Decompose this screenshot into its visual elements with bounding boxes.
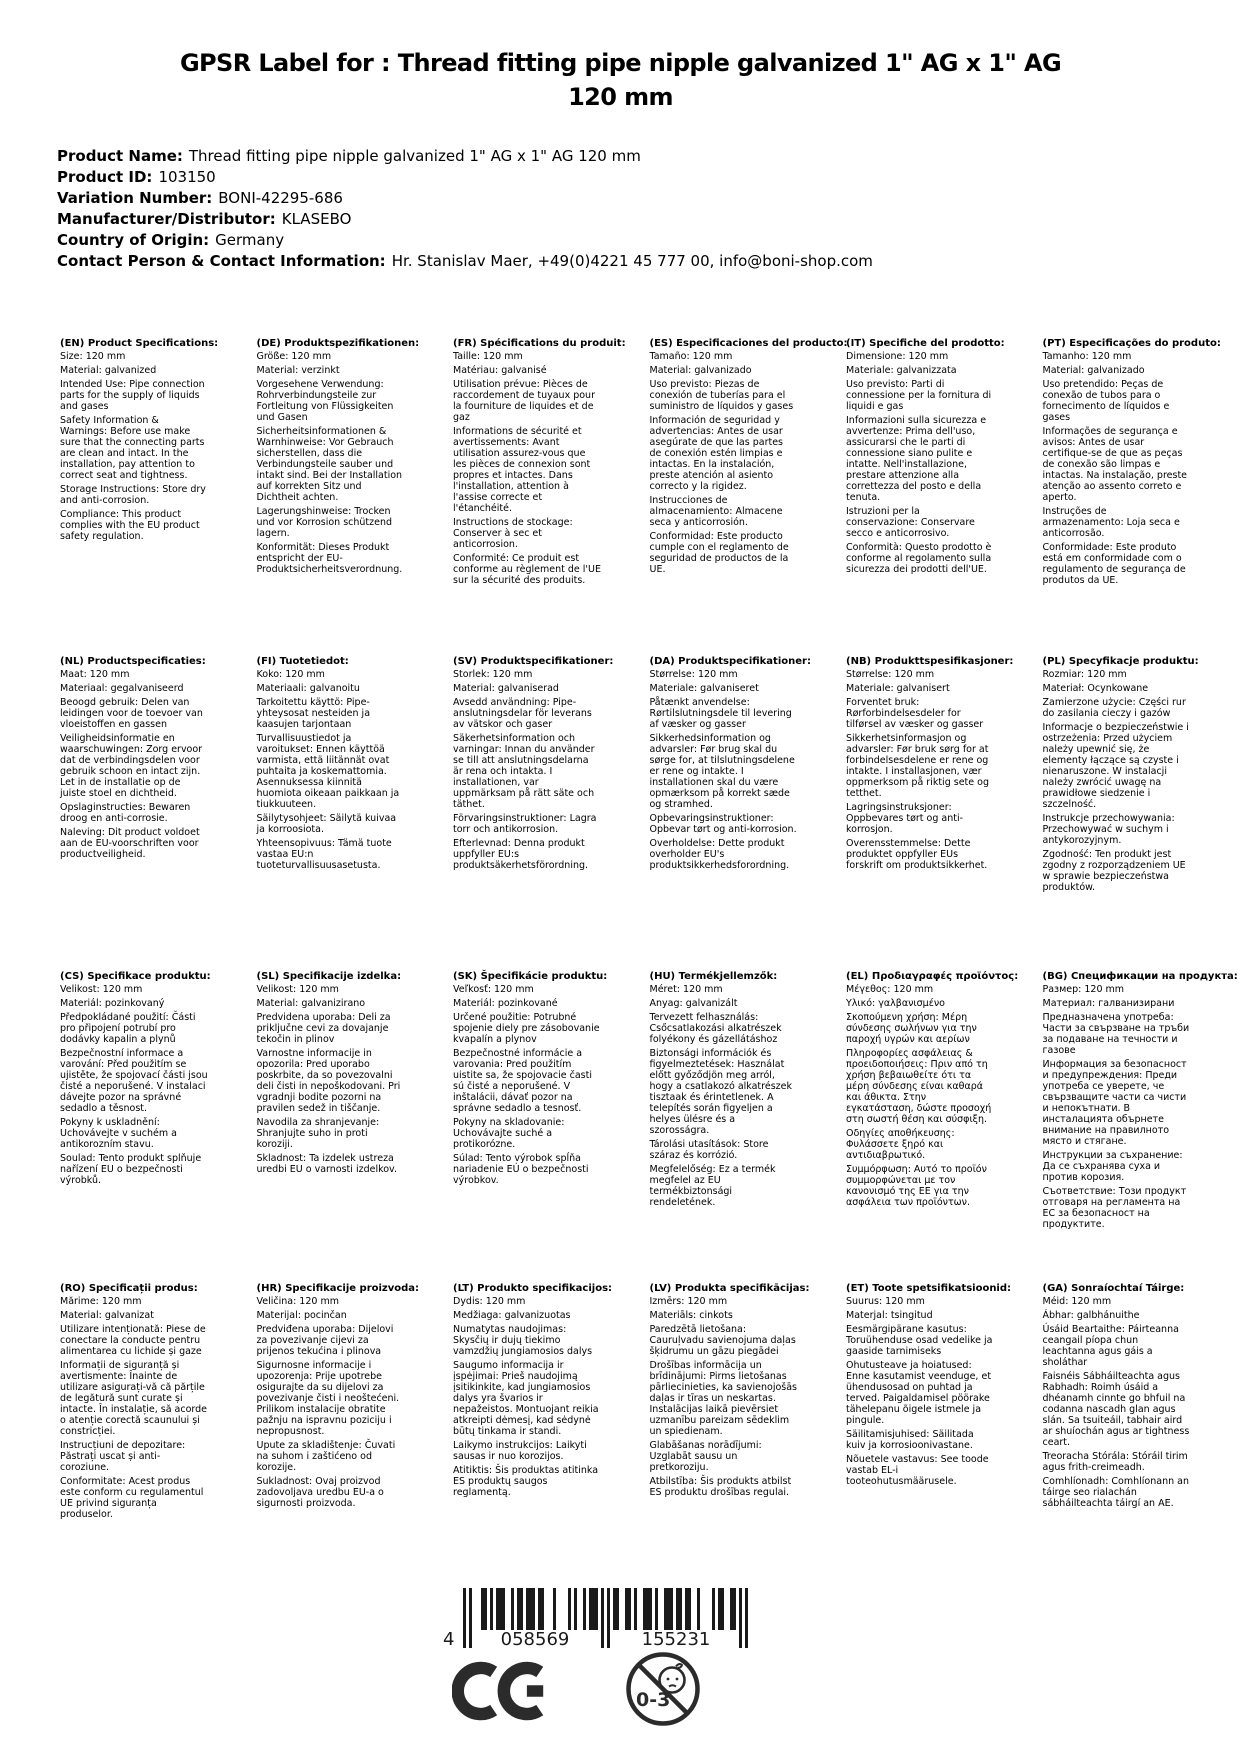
language-block-lt [453, 1283, 613, 1501]
language-block-fr [453, 338, 626, 589]
language-block-line: Matériau: galvanisé [453, 365, 547, 376]
language-block-line: Předpokládané použití: Části pro připojení potrubí pro dodávky kapalin a plynů [60, 1012, 196, 1045]
language-block-line: Σκοπούμενη χρήση: Μέρη σύνδεσης σωλήνων για την παροχή υγρών και αερίων [846, 1012, 977, 1045]
age-warning-0-3-icon [624, 1650, 702, 1732]
language-block-line: Uso previsto: Parti di connessione per la fornitura di liquidi e gas [846, 379, 992, 412]
language-block-line: Sigurnosne informacije i upozorenja: Prije upotrebe osigurajte da su dijelovi za povezivanje čisti i neoštećeni. Prilikom instalacije obratite pažnju na ispravnu poziciju i nepropusnost. [256, 1360, 400, 1437]
language-block-line: Πληροφορίες ασφάλειας & προειδοποιήσεις: Πριν από τη χρήση βεβαιωθείτε ότι τα μέρη σύνδεσης είναι καθαρά και άθικτα. Στην εγκατάσταση, δώστε προσοχή στη σωστή θέση και σύσφιξη. [846, 1048, 992, 1125]
language-block-line: Koko: 120 mm [256, 669, 325, 680]
country-of-origin-label: Country of Origin: [57, 231, 210, 249]
language-block-pt [1042, 338, 1221, 589]
language-block-line: Opslaginstructies: Bewaren droog en anti-corrosie. [60, 802, 191, 824]
language-block-line: Zamierzone użycie: Części rur do zasilania cieczy i gazów [1042, 697, 1186, 719]
language-block-line: Sikkerhetsinformasjon og advarsler: Før bruk sørg for at forbindelsesdelene er rene og intakte. I installasjonen, vær oppmerksom på riktig sete og tetthet. [846, 733, 989, 799]
language-block-line: Compliance: This product complies with the EU product safety regulation. [60, 509, 200, 542]
language-block-line: Soulad: Tento produkt splňuje nařízení EU o bezpečnosti výrobků. [60, 1153, 202, 1186]
language-block-sk [453, 971, 608, 1189]
language-block-header: (FI) Tuotetiedot: [256, 656, 349, 667]
language-block-line: Materiál: pozinkované [453, 998, 558, 1009]
language-block-line: Určené použitie: Potrubné spojenie diely pre zásobovanie kvapalín a plynov [453, 1012, 600, 1045]
barcode-left-group: 058569 [500, 1629, 570, 1650]
language-block-header: (SK) Špecifikácie produktu: [453, 971, 608, 982]
language-block-line: Turvallisuustiedot ja varoitukset: Ennen käyttöä varmista, että liitännät ovat puhtaita ja koskemattomia. Asennuksessa kiinnitä huomiota oikeaan paikkaan ja tiukkuuteen. [256, 733, 400, 810]
contact-value: Hr. Stanislav Maer, +49(0)4221 45 777 00, info@boni-shop.com [391, 252, 873, 270]
barcode-first-digit: 4 [443, 1629, 455, 1650]
language-block-line: Storlek: 120 mm [453, 669, 533, 680]
language-row-4 [60, 1283, 1239, 1523]
language-block-line: Bezpečnostné informácie a varovania: Pred použitím uistite sa, že spojovacie časti sú čisté a neporušené. V inštalácii, dávať pozor na správne sedadlo a tesnosť. [453, 1048, 592, 1114]
language-block-line: Материал: галванизирани [1042, 998, 1175, 1009]
language-block-nb [846, 656, 1014, 874]
language-block-line: Material: verzinkt [256, 365, 340, 376]
language-block-line: Conformitate: Acest produs este conform cu regulamentul UE privind siguranța produselor. [60, 1476, 204, 1520]
language-block-lv [649, 1283, 810, 1501]
language-block-line: Utilisation prévue: Pièces de raccordement de tuyaux pour la fourniture de liquides et de gaz [453, 379, 595, 423]
language-block-line: Instruções de armazenamento: Loja seca e anticorrosão. [1042, 506, 1180, 539]
language-block-line: Tárolási utasítások: Store száraz és korrózió. [649, 1139, 769, 1161]
product-name-label: Product Name: [57, 147, 183, 165]
language-block-line: Materiaal: gegalvaniseerd [60, 683, 184, 694]
language-block-hr [256, 1283, 420, 1512]
language-block-line: Informacje o bezpieczeństwie i ostrzeżenia: Przed użyciem należy upewnić się, że elementy łączące są czyste i nienaruszone. W instalacji należy zwrócić uwagę na prawidłowe siedzenie i szczelność. [1042, 722, 1189, 810]
language-block-line: Upute za skladištenje: Čuvati na suhom i zaštićeno od korozije. [256, 1440, 396, 1473]
product-info-section [57, 146, 1201, 272]
language-block-header: (LT) Produkto specifikacijos: [453, 1283, 613, 1294]
language-block-line: Informações de segurança e avisos: Antes de usar certifique-se de que as peças de conexão são limpas e intactas. Na instalação, preste atenção ao assento correto e aperto. [1042, 426, 1188, 503]
language-block-line: Izmērs: 120 mm [649, 1296, 728, 1307]
language-block-line: Υλικό: γαλβανισμένο [846, 998, 945, 1009]
language-block-header: (RO) Specificații produs: [60, 1283, 198, 1294]
language-block-line: Material: galvaniserad [453, 683, 559, 694]
language-block-line: Velikost: 120 mm [60, 984, 143, 995]
language-block-line: Nõuetele vastavus: See toode vastab EL-i tooteohutusmäärusele. [846, 1454, 989, 1487]
language-block-line: Overensstemmelse: Dette produktet oppfyller EUs forskrift om produktsikkerhet. [846, 838, 988, 871]
language-block-line: Avsedd användning: Pipe-anslutningsdelar för leverans av vätskor och gaser [453, 697, 592, 730]
language-block-line: Rozmiar: 120 mm [1042, 669, 1127, 680]
language-block-line: Suurus: 120 mm [846, 1296, 925, 1307]
language-block-line: Biztonsági információk és figyelmeztetések: Használat előtt győződjön meg arról, hogy a csatlakozó alkatrészek tisztaak és érintetlenek. A telepítés során figyeljen a helyes ülésre és a szorosságra. [649, 1048, 792, 1136]
language-block-line: Veľkosť: 120 mm [453, 984, 534, 995]
product-id-value: 103150 [158, 168, 216, 186]
language-block-line: Materiāls: cinkots [649, 1310, 733, 1321]
language-block-line: Predvidena uporaba: Deli za priključne cevi za dovajanje tekočin in plinov [256, 1012, 391, 1045]
language-block-line: Ábhar: galbhánuithe [1042, 1310, 1140, 1321]
language-block-line: Utilizare intenționată: Piese de conectare la conducte pentru alimentarea cu lichide și gaze [60, 1324, 206, 1357]
language-block-en [60, 338, 219, 545]
language-spec-grid [60, 338, 1239, 1523]
language-block-line: Material: galvanizirano [256, 998, 366, 1009]
language-block-line: Size: 120 mm [60, 351, 126, 362]
language-block-line: Méid: 120 mm [1042, 1296, 1112, 1307]
language-block-line: Material: galvanizat [60, 1310, 154, 1321]
language-block-line: Medžiaga: galvanizuotas [453, 1310, 571, 1321]
language-block-line: Vorgesehene Verwendung: Rohrverbindungsteile zur Fortleitung von Flüssigkeiten und Gasen [256, 379, 394, 423]
language-block-nl [60, 656, 208, 863]
language-block-line: Conformidade: Este produto está em conformidade com o regulamento de segurança de produtos da UE. [1042, 542, 1186, 586]
language-block-line: Instrucciones de almacenamiento: Almacene seca y anticorrosión. [649, 495, 783, 528]
language-block-header: (HU) Termékjellemzők: [649, 971, 778, 982]
language-block-line: Información de seguridad y advertencias: Antes de usar asegúrate de que las partes de conexión estén limpias e intactas. En la instalación, preste atención al asiento correcto y la rigidez. [649, 415, 784, 492]
language-block-line: Materiał: Ocynkowane [1042, 683, 1149, 694]
language-block-line: Pokyny na skladovanie: Uchovávajte suché a protikorózne. [453, 1117, 565, 1150]
language-block-line: Säilitamisjuhised: Säilitada kuiv ja korrosioonivastane. [846, 1429, 974, 1451]
language-block-header: (SV) Produktspecifikationer: [453, 656, 614, 667]
language-block-line: Numatytas naudojimas: Skysčių ir dujų tiekimo vamzdžių jungiamosios dalys [453, 1324, 593, 1357]
language-block-hu [650, 971, 798, 1211]
language-block-line: Maat: 120 mm [60, 669, 130, 680]
language-block-line: Sikkerhedsinformation og advarsler: Før brug skal du sørge for, at tilslutningsdelene er rene og intakte. I installationen skal du være opmærksom på korrekt sæde og stramhed. [649, 733, 795, 810]
language-block-es [649, 338, 848, 578]
language-block-header: (HR) Specifikacije proizvoda: [256, 1283, 420, 1294]
language-block-line: Förvaringsinstruktioner: Lagra torr och antikorrosion. [453, 813, 597, 835]
page-title: GPSR Label for : Thread fitting pipe nipple galvanized 1" AG x 1" AG 120 mm [179, 49, 1062, 111]
contact-label: Contact Person & Contact Information: [57, 252, 386, 270]
language-row-3 [60, 971, 1239, 1283]
language-block-line: Velikost: 120 mm [256, 984, 339, 995]
page-title-wrap [0, 46, 1241, 114]
language-block-line: Säilytysohjeet: Säilytä kuivaa ja korroosiota. [256, 813, 397, 835]
language-block-header: (GA) Sonraíochtaí Táirge: [1042, 1283, 1185, 1294]
language-block-header: (ES) Especificaciones del producto: [649, 338, 848, 349]
language-block-fi [257, 656, 405, 874]
language-block-line: Uso pretendido: Peças de conexão de tubos para o fornecimento de líquidos e gases [1042, 379, 1170, 423]
language-block-line: Material: galvanizado [1042, 365, 1145, 376]
language-block-line: Sukladnost: Ovaj proizvod zadovoljava uredbu EU-a o sigurnosti proizvoda. [256, 1476, 384, 1509]
language-block-line: Pokyny k uskladnění: Uchovávejte v suchém a antikorozním stavu. [60, 1117, 177, 1150]
language-block-line: Taille: 120 mm [453, 351, 523, 362]
language-block-line: Skladnost: Ta izdelek ustreza uredbi EU o varnosti izdelkov. [256, 1153, 397, 1175]
language-block-header: (DE) Produktspezifikationen: [256, 338, 420, 349]
language-block-line: Ohutusteave ja hoiatused: Enne kasutamist veenduge, et ühendusosad on puhtad ja terved. Paigaldamisel pöörake tähelepanu õigele istmele ja pingule. [846, 1360, 992, 1426]
language-block-pl [1042, 656, 1199, 896]
language-row-2 [60, 656, 1239, 971]
product-name-value: Thread fitting pipe nipple galvanized 1" AG x 1" AG 120 mm [188, 147, 641, 165]
language-block-header: (NL) Productspecificaties: [60, 656, 206, 667]
variation-number-label: Variation Number: [57, 189, 213, 207]
language-block-line: Lagringsinstruksjoner: Oppbevares tørt og anti-korrosjon. [846, 802, 964, 835]
age-range-text: 0-3 [636, 1689, 671, 1711]
language-block-line: Atitiktis: Šis produktas atitinka ES produktų saugos reglamentą. [453, 1465, 599, 1498]
language-block-header: (DA) Produktspecifikationer: [649, 656, 811, 667]
language-block-line: Materiale: galvanizzata [846, 365, 957, 376]
language-block-de [256, 338, 420, 578]
language-block-line: Material: galvanized [60, 365, 157, 376]
language-block-line: Safety Information & Warnings: Before use make sure that the connecting parts are clean and intact. In the installation, pay attention to correct seat and tightness. [60, 415, 205, 481]
language-block-line: Predviđena uporaba: Dijelovi za povezivanje cijevi za prijenos tekućina i plinova [256, 1324, 394, 1357]
language-block-cs [60, 971, 211, 1189]
language-block-line: Съответствие: Този продукт отговаря на регламента на ЕС за безопасност на продуктите. [1042, 1186, 1187, 1230]
language-block-line: Intended Use: Pipe connection parts for the supply of liquids and gases [60, 379, 205, 412]
language-block-line: Zgodność: Ten produkt jest zgodny z rozporządzeniem UE w sprawie bezpieczeństwa produktów. [1042, 849, 1186, 893]
language-block-line: Materijal: pocinčan [256, 1310, 347, 1321]
language-block-line: Tarkoitettu käyttö: Pipe-yhteysosat nesteiden ja kaasujen tarjontaan [256, 697, 371, 730]
language-block-line: Materiale: galvaniseret [649, 683, 759, 694]
language-block-line: Súlad: Tento výrobok spĺňa nariadenie EÚ o bezpečnosti výrobkov. [453, 1153, 589, 1186]
language-block-line: Opbevaringsinstruktioner: Opbevar tørt og anti-korrosion. [649, 813, 797, 835]
ean13-barcode [441, 1588, 749, 1650]
language-block-line: Säkerhetsinformation och varningar: Innan du använder se till att anslutningsdelarna är rena och intakta. I installationen, var uppmärksam på rätt säte och täthet. [453, 733, 595, 810]
language-block-line: Istruzioni per la conservazione: Conservare secco e anticorrosivo. [846, 506, 975, 539]
language-block-line: Varnostne informacije in opozorila: Pred uporabo poskrbite, da so povezovalni deli čisti in nepoškodovani. Pri vgradnji bodite pozorni na pravilen sedež in tiščanje. [256, 1048, 401, 1114]
language-block-ga [1043, 1283, 1191, 1512]
language-block-line: Materiaali: galvanoitu [256, 683, 360, 694]
language-block-line: Mărime: 120 mm [60, 1296, 142, 1307]
language-block-line: Informations de sécurité et avertissements: Avant utilisation assurez-vous que les pièces de connexion sont propres et intactes. Dans l'installation, attention à l'assise correcte et l'étanchéité. [453, 426, 591, 514]
language-block-line: Atbilstība: Šis produkts atbilst ES produktu drošības regulai. [649, 1476, 792, 1498]
language-block-line: Instrucțiuni de depozitare: Păstrați uscat și anti-coroziune. [60, 1440, 186, 1473]
variation-number-value: BONI-42295-686 [218, 189, 343, 207]
language-block-line: Lagerungshinweise: Trocken und vor Korrosion schützend lagern. [256, 506, 393, 539]
language-block-line: Beoogd gebruik: Delen van leidingen voor de toevoer van vloeistoffen en gassen [60, 697, 203, 730]
language-block-line: Uso previsto: Piezas de conexión de tuberías para el suministro de líquidos y gases [649, 379, 794, 412]
language-block-line: Størrelse: 120 mm [846, 669, 935, 680]
language-block-line: Dydis: 120 mm [453, 1296, 526, 1307]
language-block-line: Tamanho: 120 mm [1042, 351, 1132, 362]
language-block-line: Conformità: Questo prodotto è conforme al regolamento sulla sicurezza dei prodotti dell'UE. [846, 542, 992, 575]
language-block-line: Eesmärgipärane kasutus: Toruühenduse osad vedelike ja gaaside tarnimiseks [846, 1324, 993, 1357]
manufacturer-row [57, 209, 1201, 230]
language-block-line: Navodila za shranjevanje: Shranjujte suho in proti koroziji. [256, 1117, 380, 1150]
language-block-sl [257, 971, 405, 1178]
language-block-line: Instrukcje przechowywania: Przechowywać w suchym i antykorozyjnym. [1042, 813, 1175, 846]
language-block-header: (CS) Specifikace produktu: [60, 971, 211, 982]
language-block-line: Conformidad: Este producto cumple con el reglamento de seguridad de productos de la UE. [649, 531, 789, 575]
language-block-line: Instructions de stockage: Conserver à sec et anticorrosion. [453, 517, 573, 550]
language-block-line: Størrelse: 120 mm [649, 669, 738, 680]
language-block-line: Μέγεθος: 120 mm [846, 984, 934, 995]
language-block-line: Sicherheitsinformationen & Warnhinweise: Vor Gebrauch sicherstellen, dass die Verbindungsteile sauber und intakt sind. Bei der Installation auf korrekten Sitz und Dichtheit achten. [256, 426, 403, 503]
language-block-line: Overholdelse: Dette produkt overholder EU's produktsikkerhedsforordning. [649, 838, 790, 871]
language-block-line: Anyag: galvanizált [649, 998, 738, 1009]
language-block-sv [453, 656, 614, 874]
variation-number-row [57, 188, 1201, 209]
language-block-line: Megfelelőség: Ez a termék megfelel az EU termékbiztonsági rendeletének. [649, 1164, 776, 1208]
manufacturer-value: KLASEBO [281, 210, 352, 228]
language-block-line: Úsáid Beartaithe: Páirteanna ceangail píopa chun leachtanna agus gáis a sholáthar [1042, 1324, 1179, 1368]
language-block-line: Größe: 120 mm [256, 351, 332, 362]
language-block-line: Saugumo informacija ir įspėjimai: Prieš naudojimą įsitikinkite, kad jungiamosios dalys yra švarios ir nepažeistos. Montuojant reikia atkreipti dėmesį, kad sėdynė būtų tinkama ir standi. [453, 1360, 599, 1437]
language-block-line: Bezpečnostní informace a varování: Před použitím se ujistěte, že spojovací části jsou čisté a neporušené. V instalaci dávejte pozor na správné sedadlo a těsnost. [60, 1048, 208, 1114]
language-block-line: Laikymo instrukcijos: Laikyti sausas ir nuo korozijos. [453, 1440, 587, 1462]
language-block-line: Glabāšanas norādījumi: Uzglabāt sausu un pretkoroziju. [649, 1440, 762, 1473]
language-block-header: (BG) Спецификации на продукта: [1042, 971, 1238, 982]
language-block-line: Veličina: 120 mm [256, 1296, 339, 1307]
language-block-header: (PT) Especificações do produto: [1042, 338, 1221, 349]
language-block-header: (IT) Specifiche del prodotto: [846, 338, 1005, 349]
language-block-line: Συμμόρφωση: Αυτό το προϊόν συμμορφώνεται με τον κανονισμό της ΕΕ για την ασφάλεια των προϊόντων. [846, 1164, 987, 1208]
language-block-line: Conformité: Ce produit est conforme au règlement de l'UE sur la sécurité des produits. [453, 553, 601, 586]
language-block-it [846, 338, 1005, 578]
language-block-line: Yhteensopivuus: Tämä tuote vastaa EU:n tuoteturvallisuusasetusta. [256, 838, 392, 871]
language-block-header: (PL) Specyfikacje produktu: [1042, 656, 1199, 667]
language-block-line: Treoracha Stórála: Stóráil tirim agus frith-creimeadh. [1042, 1451, 1188, 1473]
product-id-label: Product ID: [57, 168, 153, 186]
language-block-line: Material: galvanizado [649, 365, 752, 376]
language-row-1 [60, 338, 1239, 656]
language-block-line: Konformität: Dieses Produkt entspricht der EU-Produktsicherheitsverordnung. [256, 542, 403, 575]
language-block-line: Méret: 120 mm [649, 984, 723, 995]
manufacturer-label: Manufacturer/Distributor: [57, 210, 276, 228]
language-block-line: Materiál: pozinkovaný [60, 998, 165, 1009]
language-block-header: (SL) Specifikacije izdelka: [256, 971, 402, 982]
language-block-line: Информация за безопасност и предупреждения: Преди употреба се уверете, че свързващите части са чисти и непокътнати. В инсталацията обърнете внимание на правилното място и стягане. [1042, 1059, 1187, 1147]
language-block-bg [1042, 971, 1238, 1233]
language-block-line: Paredzētā lietošana: Cauruļvadu savienojuma daļas šķidrumu un gāzu piegādei [649, 1324, 796, 1357]
language-block-header: (ET) Toote spetsifikatsioonid: [846, 1283, 1012, 1294]
language-block-da [649, 656, 811, 874]
product-id-row [57, 167, 1201, 188]
language-block-line: Инструкции за съхранение: Да се съхранява суха и против корозия. [1042, 1150, 1183, 1183]
country-of-origin-row [57, 230, 1201, 251]
country-of-origin-value: Germany [215, 231, 285, 249]
language-block-line: Drošības informācija un brīdinājumi: Pirms lietošanas pārliecinieties, ka savienojošās daļas ir tīras un neskartas. Instalācijas laikā pievērsiet uzmanību pareizam sēdeklim un spiedienam. [649, 1360, 798, 1437]
language-block-el [846, 971, 1019, 1211]
language-block-line: Materjal: tsingitud [846, 1310, 933, 1321]
product-name-row [57, 146, 1201, 167]
language-block-line: Naleving: Dit product voldoet aan de EU-voorschriften voor productveiligheid. [60, 827, 200, 860]
language-block-line: Informații de siguranță și avertismente: Înainte de utilizare asigurați-vă că părțile de legătură sunt curate și intacte. În instalație, să acorde o atenție corectă scaunului și constricției. [60, 1360, 208, 1437]
language-block-line: Faisnéis Sábháilteachta agus Rabhadh: Roimh úsáid a dhéanamh cinnte go bhfuil na codanna nascadh glan agus slán. Sa tsuiteáil, tabhair aird ar shuíochán agus ar tightness ceart. [1042, 1371, 1190, 1448]
language-block-line: Storage Instructions: Store dry and anti-corrosion. [60, 484, 206, 506]
language-block-header: (EN) Product Specifications: [60, 338, 219, 349]
language-block-line: Informazioni sulla sicurezza e avvertenze: Prima dell'uso, assicurarsi che le parti di connessione siano pulite e intatte. Nell'installazione, prestare attenzione alla correttezza del posto e della tenuta. [846, 415, 987, 503]
language-block-line: Forventet bruk: Rørforbindelsesdeler for tilførsel av væsker og gasser [846, 697, 984, 730]
language-block-et [846, 1283, 1012, 1490]
language-block-line: Materiale: galvanisert [846, 683, 950, 694]
language-block-line: Veiligheidsinformatie en waarschuwingen: Zorg ervoor dat de verbindingsdelen voor gebruik schoon en intact zijn. Let in de installatie op de juiste stoel en dichtheid. [60, 733, 203, 799]
barcode-right-group: 155231 [641, 1629, 711, 1650]
language-block-line: Comhlíonadh: Comhlíonann an táirge seo rialachán sábháilteachta táirgí an AE. [1042, 1476, 1189, 1509]
language-block-header: (NB) Produkttspesifikasjoner: [846, 656, 1014, 667]
language-block-line: Οδηγίες αποθήκευσης: Φυλάσσετε ξηρό και αντιδιαβρωτικό. [846, 1128, 955, 1161]
language-block-line: Tervezett felhasználás: Csőcsatlakozási alkatrészek folyékony és gázellátáshoz [649, 1012, 782, 1045]
contact-row [57, 251, 1201, 272]
language-block-header: (FR) Spécifications du produit: [453, 338, 626, 349]
language-block-line: Efterlevnad: Denna produkt uppfyller EU:s produktsäkerhetsförordning. [453, 838, 589, 871]
language-block-line: Размер: 120 mm [1042, 984, 1125, 995]
language-block-line: Предназначена употреба: Части за свързване на тръби за подаване на течности и газове [1042, 1012, 1190, 1056]
language-block-line: Tamaño: 120 mm [649, 351, 733, 362]
language-block-header: (EL) Προδιαγραφές προϊόντος: [846, 971, 1019, 982]
language-block-line: Påtænkt anvendelse: Rørtilslutningsdele til levering af væsker og gasser [649, 697, 792, 730]
language-block-line: Dimensione: 120 mm [846, 351, 949, 362]
language-block-ro [60, 1283, 208, 1523]
ce-mark-icon [452, 1660, 548, 1726]
language-block-header: (LV) Produkta specifikācijas: [649, 1283, 810, 1294]
